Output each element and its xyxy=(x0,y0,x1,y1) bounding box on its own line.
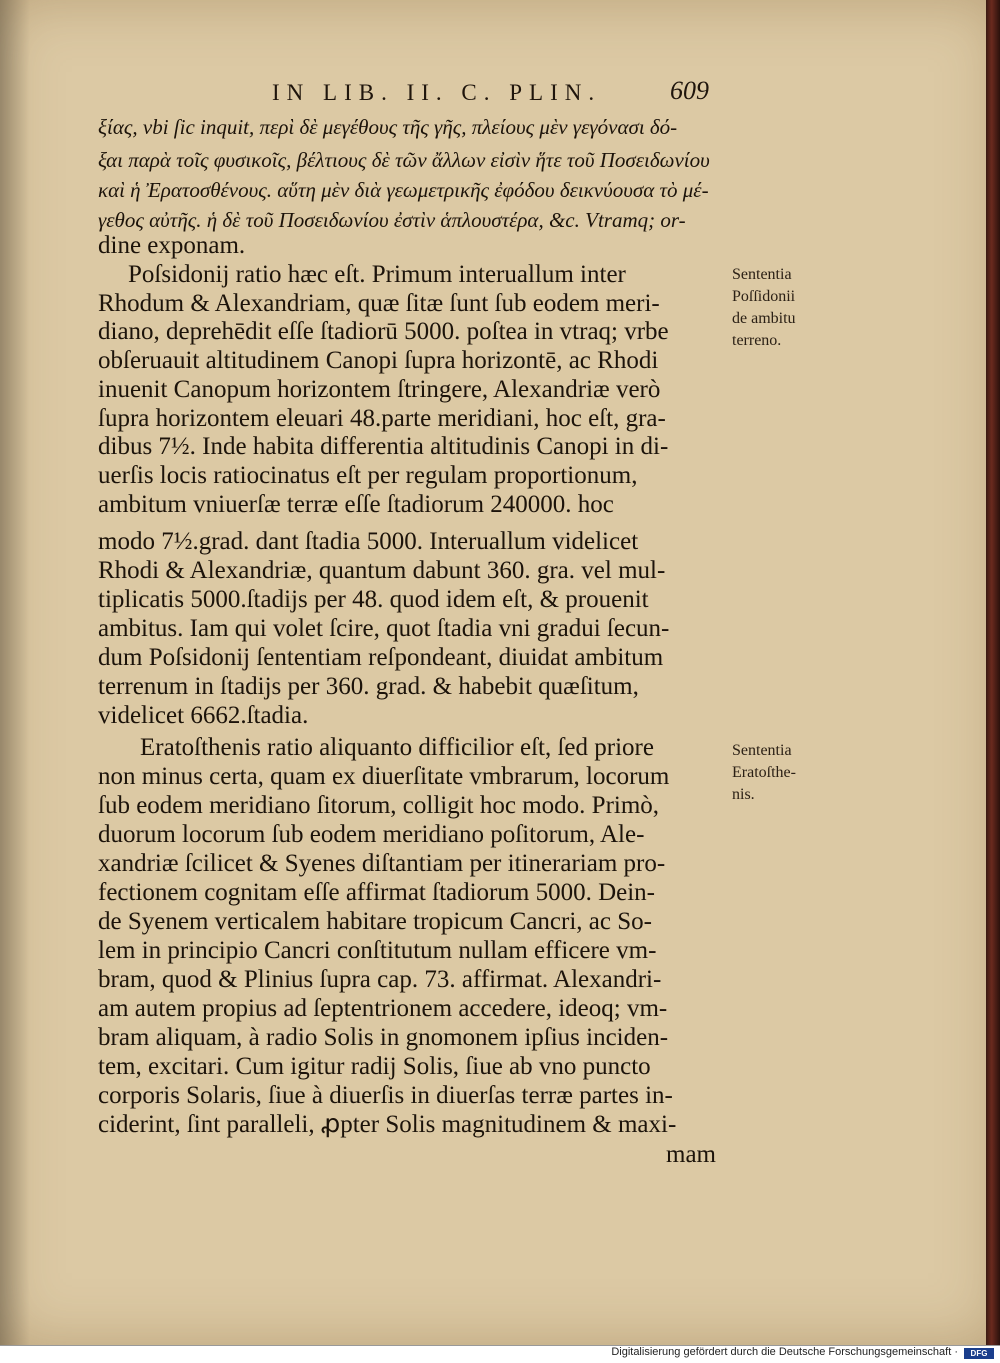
catchword: mam xyxy=(666,1141,716,1168)
text-line: fectionem cognitam eſſe affirmat ſtadiorum 5000. Dein- xyxy=(98,879,655,906)
text-line: de Syenem verticalem habitare tropicum Cancri, ac So- xyxy=(98,908,652,935)
text-line: obſeruauit altitudinem Canopi ſupra horizontē, ac Rhodi xyxy=(98,347,659,374)
text-line: ambitus. Iam qui volet ſcire, quot ſtadia vni gradui ſecun- xyxy=(98,615,670,642)
text-line: non minus certa, quam ex diuerſitate vmbrarum, locorum xyxy=(98,763,670,790)
text-line: inuenit Canopum horizontem ſtringere, Alexandriæ verò xyxy=(98,376,661,403)
text-line: ſub eodem meridiano ſitorum, colligit hoc modo. Primò, xyxy=(98,792,660,819)
text-line: γεθος αὐτῆς. ἡ δὲ τοῦ Ποσειδωνίου ἐστὶν ἁπλουστέρα, &c. Vtramq; or- xyxy=(98,208,686,232)
text-line: tem, excitari. Cum igitur radij Solis, ſiue ab vno puncto xyxy=(98,1053,651,1080)
margin-note-line: terreno. xyxy=(732,332,782,349)
dfg-logo: DFG xyxy=(964,1348,994,1359)
text-line: bram aliquam, à radio Solis in gnomonem ipſius inciden- xyxy=(98,1024,669,1051)
text-line: dine exponam. xyxy=(98,232,246,259)
text-line: καὶ ἡ Ἐρατοσθένους. αὕτη μὲν διὰ γεωμετρικῆς ἐφόδου δεικνύουσα τὸ μέ- xyxy=(98,178,709,202)
text-line: ciderint, ſint paralleli, ꝓpter Solis magnitudinem & maxi- xyxy=(98,1111,677,1138)
text-line: bram, quod & Plinius ſupra cap. 73. affirmat. Alexandri- xyxy=(98,966,662,993)
text-line: videlicet 6662.ſtadia. xyxy=(98,702,309,729)
text-line: dum Poſsidonij ſententiam reſpondeant, diuidat ambitum xyxy=(98,644,664,671)
margin-note-line: Sententia xyxy=(732,742,792,759)
margin-note-line: nis. xyxy=(732,786,755,803)
margin-note-line: Poſſidonii xyxy=(732,288,796,305)
text-line: uerſis locis ratiocinatus eſt per regulam proportionum, xyxy=(98,462,638,489)
text-line: terrenum in ſtadijs per 360. grad. & habebit quæſitum, xyxy=(98,673,639,700)
margin-note-line: Eratoſthe- xyxy=(732,764,796,781)
text-line: ξαι παρὰ τοῖς φυσικοῖς, βέλτιους δὲ τῶν ἄλλων εἰσὶν ἥτε τοῦ Ποσειδωνίου xyxy=(98,148,710,172)
text-line: ambitum vniuerſæ terræ eſſe ſtadiorum 240000. hoc xyxy=(98,491,614,518)
margin-note-line: Sententia xyxy=(732,266,792,283)
gutter-shadow xyxy=(0,0,30,1345)
text-line: Rhodum & Alexandriam, quæ ſitæ ſunt ſub eodem meri- xyxy=(98,290,660,317)
text-line: diano, deprehēdit eſſe ſtadiorū 5000. poſtea in vtraq; vrbe xyxy=(98,318,669,345)
text-line: tiplicatis 5000.ſtadijs per 48. quod idem eſt, & prouenit xyxy=(98,586,649,613)
text-line: corporis Solaris, ſiue à diuerſis in diuerſas terræ partes in- xyxy=(98,1082,673,1109)
text-line: duorum locorum ſub eodem meridiano poſitorum, Ale- xyxy=(98,821,645,848)
text-line: ſupra horizontem eleuari 48.parte meridiani, hoc eſt, gra- xyxy=(98,405,666,432)
running-head: IN LIB. II. C. PLIN. xyxy=(272,80,602,105)
text-line: Eratoſthenis ratio aliquanto difficilior eſt, ſed priore xyxy=(140,734,654,761)
text-line: dibus 7½. Inde habita differentia altitudinis Canopi in di- xyxy=(98,433,669,460)
text-line: ξίας, vbi ſic inquit, περὶ δὲ μεγέθους τῆς γῆς, πλείους μὲν γεγόνασι δό- xyxy=(98,115,678,139)
text-line: Poſsidonij ratio hæc eſt. Primum interuallum inter xyxy=(128,261,626,288)
text-line: Rhodi & Alexandriæ, quantum dabunt 360. gra. vel mul- xyxy=(98,557,666,584)
page-number: 609 xyxy=(670,76,709,105)
text-line: modo 7½.grad. dant ſtadia 5000. Interuallum videlicet xyxy=(98,528,639,555)
text-line: am autem propius ad ſeptentrionem accedere, ideoq; vm- xyxy=(98,995,668,1022)
footer-credit: Digitalisierung gefördert durch die Deutsche Forschungsgemeinschaft · xyxy=(611,1346,958,1358)
text-line: lem in principio Cancri conſtitutum nullam efficere vm- xyxy=(98,937,657,964)
text-line: xandriæ ſcilicet & Syenes diſtantiam per itinerariam pro- xyxy=(98,850,666,877)
page-edge xyxy=(986,0,1000,1345)
margin-note-line: de ambitu xyxy=(732,310,796,327)
